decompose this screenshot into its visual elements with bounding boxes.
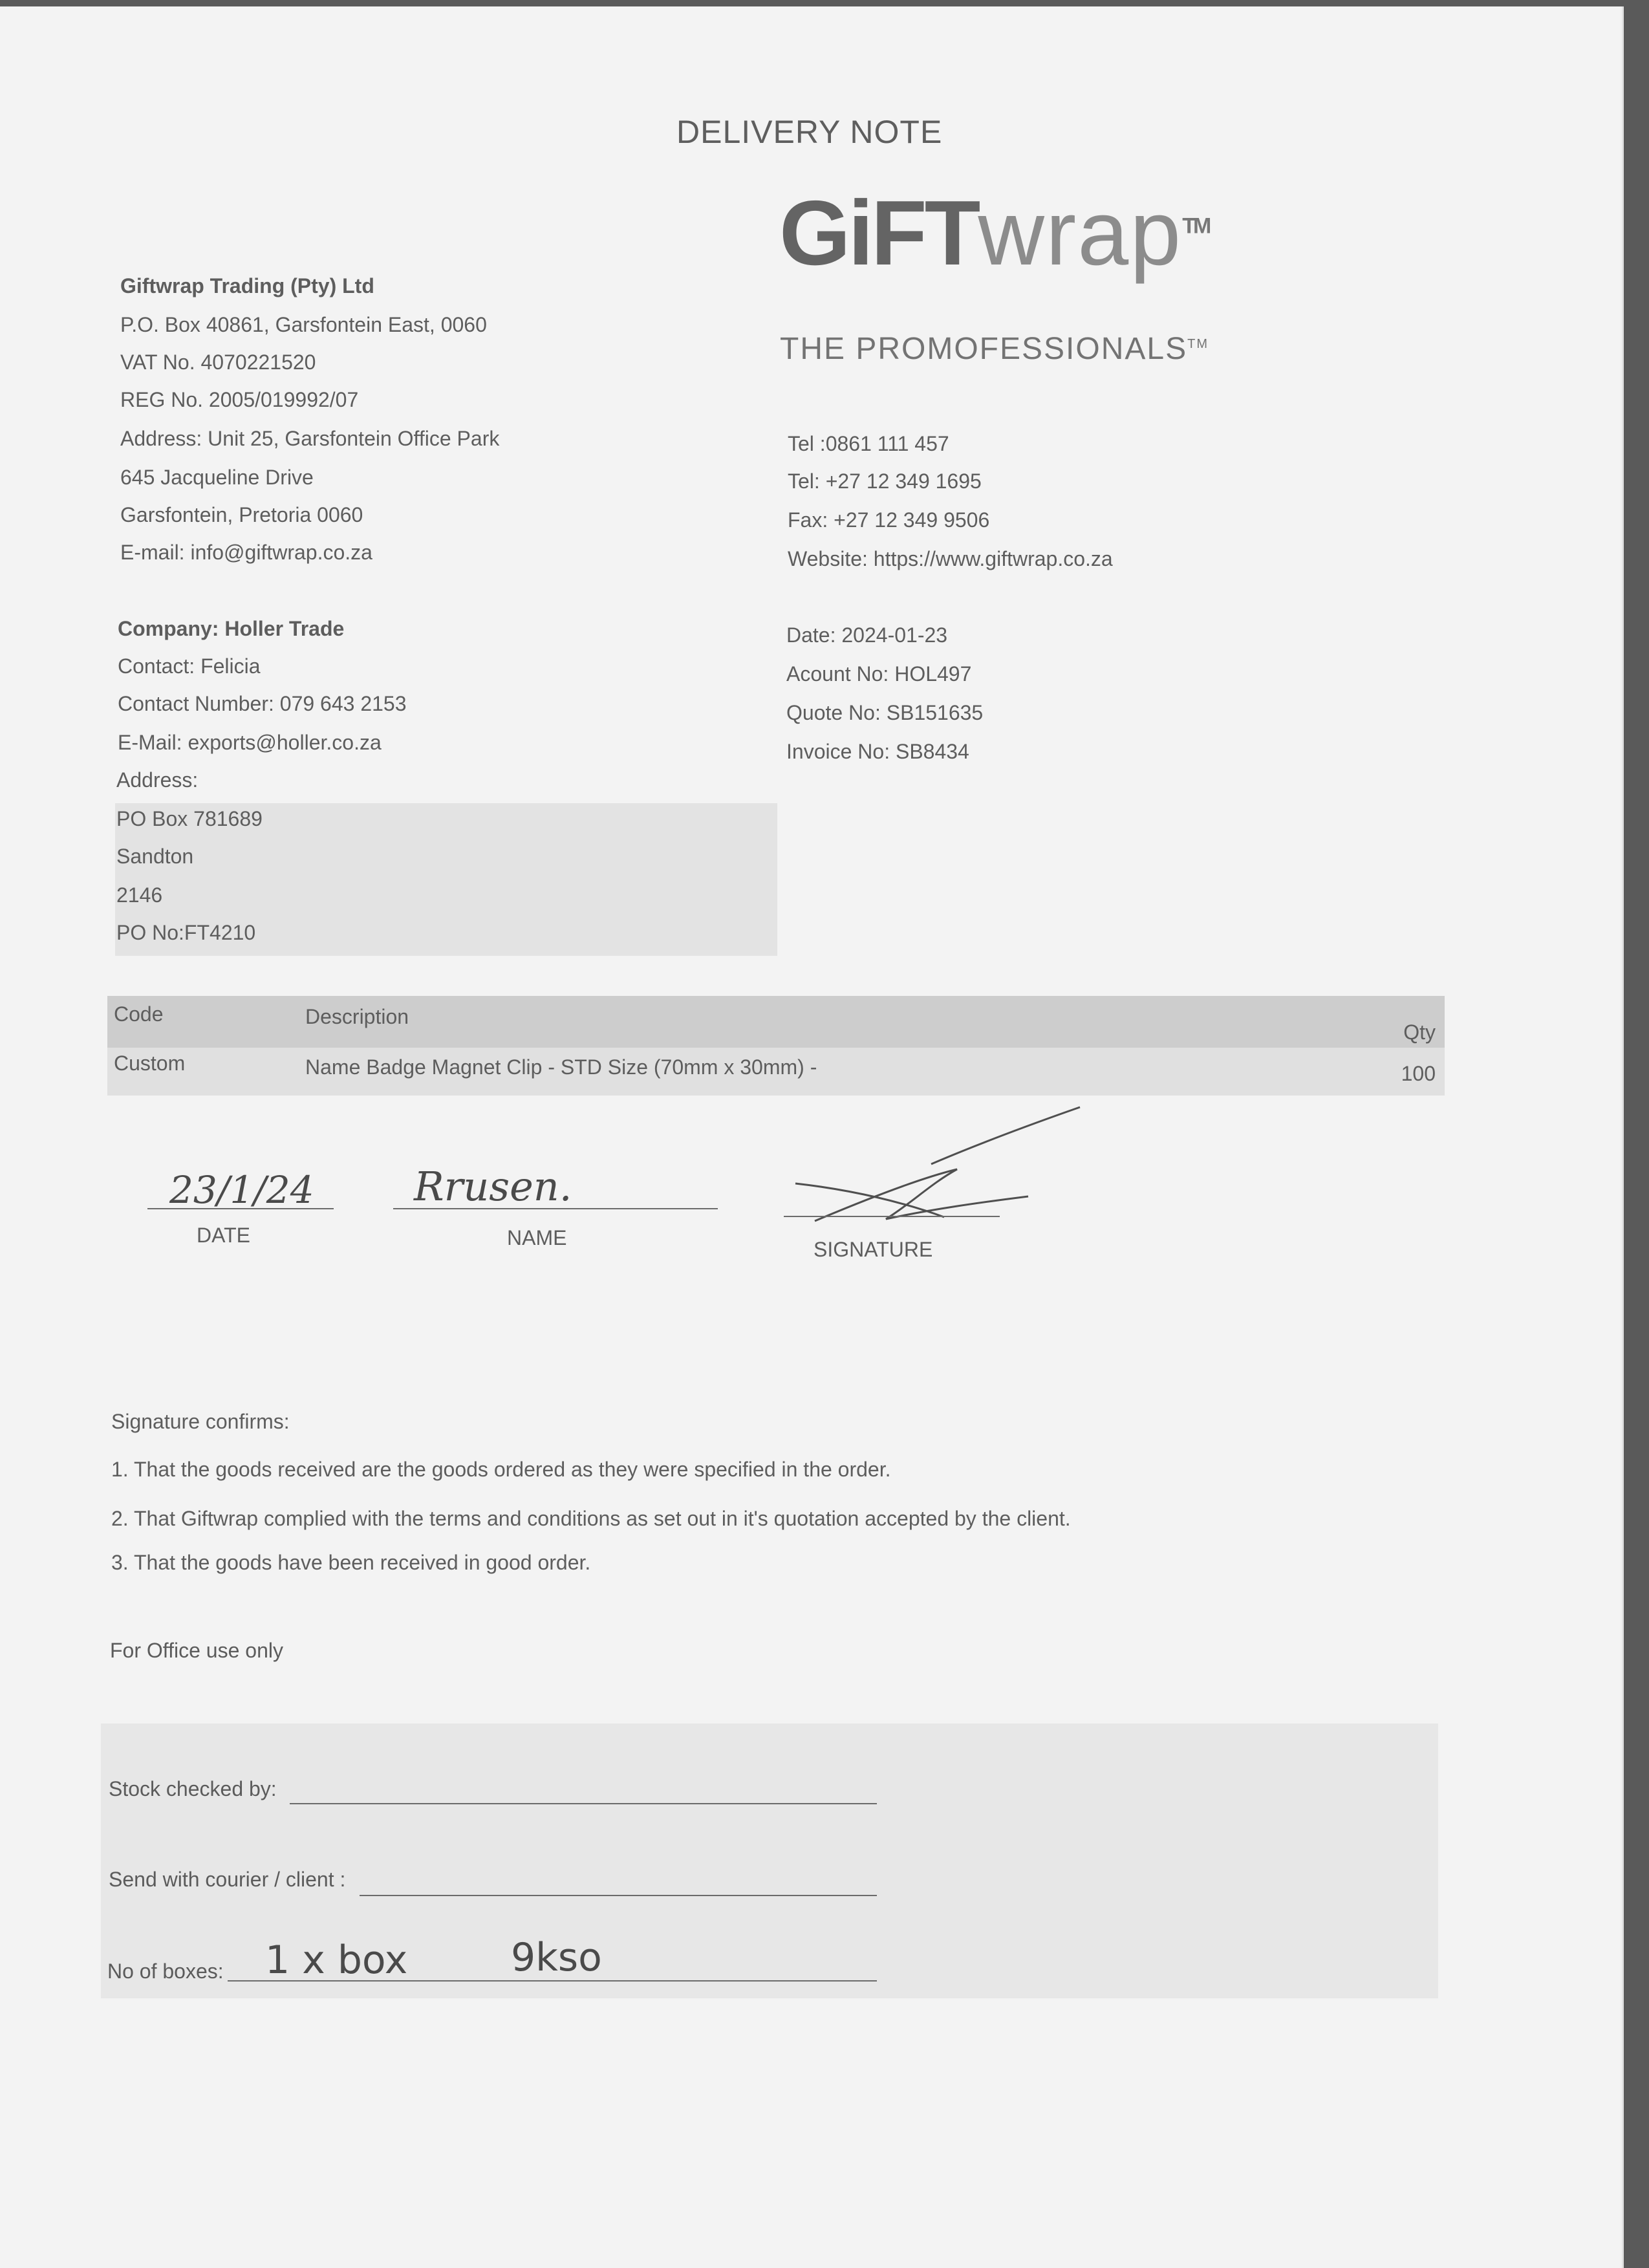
stock-checked-line <box>290 1803 877 1804</box>
handwritten-name: Rrusen. <box>414 1163 572 1210</box>
contact-line: Tel :0861 111 457 <box>788 432 949 455</box>
office-heading: For Office use only <box>110 1639 283 1662</box>
meta-date: Date: 2024-01-23 <box>786 623 948 647</box>
header-code: Code <box>114 1002 164 1026</box>
name-line <box>393 1208 718 1209</box>
document-title: DELIVERY NOTE <box>676 114 943 150</box>
customer-line: E-Mail: exports@holler.co.za <box>118 731 382 754</box>
meta-account: Acount No: HOL497 <box>786 662 972 686</box>
logo-tagline-trademark: TM <box>1187 337 1209 351</box>
header-qty: Qty <box>1403 1021 1436 1044</box>
sender-line: Garsfontein, Pretoria 0060 <box>120 503 363 526</box>
sender-line: VAT No. 4070221520 <box>120 351 316 374</box>
customer-line: Contact: Felicia <box>118 654 261 678</box>
customer-address-line: PO No:FT4210 <box>116 921 256 944</box>
courier-label: Send with courier / client : <box>109 1868 346 1891</box>
logo-tagline <box>780 331 1209 367</box>
delivery-note-page <box>0 6 1624 2268</box>
customer-company: Company: Holler Trade <box>118 617 345 640</box>
signature-line <box>784 1216 1000 1217</box>
row-qty: 100 <box>1401 1062 1436 1085</box>
confirmation-item: 1. That the goods received are the goods ordered as they were specified in the order. <box>111 1458 891 1481</box>
row-code: Custom <box>114 1052 186 1075</box>
customer-address-line: Sandton <box>116 845 194 868</box>
name-label: NAME <box>507 1226 567 1249</box>
confirmation-item: 2. That Giftwrap complied with the terms and conditions as set out in it's quotation accepted by the client. <box>111 1507 1071 1530</box>
courier-line <box>360 1895 877 1896</box>
sender-line: Address: Unit 25, Garsfontein Office Park <box>120 427 500 450</box>
customer-address-line: 2146 <box>116 883 163 907</box>
customer-line: Address: <box>116 768 199 792</box>
table-row <box>107 1048 1445 1096</box>
contact-line: Fax: +27 12 349 9506 <box>788 508 990 532</box>
boxes-label: No of boxes: <box>107 1960 224 1983</box>
sender-line: REG No. 2005/019992/07 <box>120 388 359 411</box>
contact-line: Tel: +27 12 349 1695 <box>788 470 982 493</box>
boxes-line <box>228 1980 877 1982</box>
contact-line: Website: https://www.giftwrap.co.za <box>788 547 1113 570</box>
items-table-header <box>107 996 1445 1048</box>
sender-line: E-mail: info@giftwrap.co.za <box>120 541 372 564</box>
sender-line: 645 Jacqueline Drive <box>120 466 314 489</box>
handwritten-date: 23/1/24 <box>169 1168 314 1212</box>
giftwrap-logo <box>779 182 1209 285</box>
date-line <box>147 1208 334 1209</box>
customer-line: Contact Number: 079 643 2153 <box>118 692 407 715</box>
confirmation-item: 3. That the goods have been received in good order. <box>111 1551 591 1574</box>
meta-invoice: Invoice No: SB8434 <box>786 740 969 763</box>
header-description: Description <box>305 1005 409 1028</box>
confirmation-heading: Signature confirms: <box>111 1410 290 1433</box>
row-description: Name Badge Magnet Clip - STD Size (70mm x 30mm) - <box>305 1055 817 1079</box>
signature-label: SIGNATURE <box>814 1238 933 1261</box>
logo-word-bold: GiFT <box>779 182 978 285</box>
logo-word-light: wrap <box>978 182 1183 285</box>
meta-quote: Quote No: SB151635 <box>786 701 984 724</box>
handwritten-boxes: 1 x box <box>265 1938 408 1983</box>
stock-checked-label: Stock checked by: <box>109 1777 277 1800</box>
sender-name: Giftwrap Trading (Pty) Ltd <box>120 274 374 297</box>
date-label: DATE <box>197 1224 250 1247</box>
logo-trademark: TM <box>1182 213 1209 239</box>
sender-line: P.O. Box 40861, Garsfontein East, 0060 <box>120 313 487 336</box>
logo-tagline-text: THE PROMOFESSIONALS <box>780 332 1188 366</box>
customer-address-line: PO Box 781689 <box>116 807 263 830</box>
handwritten-weight: 9kso <box>511 1935 602 1980</box>
